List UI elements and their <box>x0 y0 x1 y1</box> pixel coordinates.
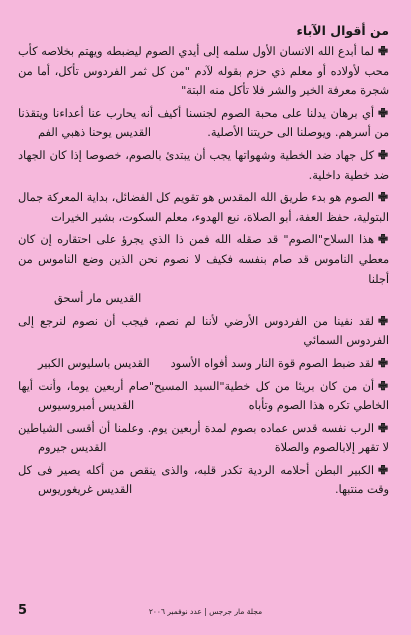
quote-item <box>18 419 389 458</box>
page-footer <box>0 603 411 621</box>
quote-item <box>18 146 389 185</box>
quote-text: أن من كان بريئا من كل خطية"السيد المسيح"صام أربعين يوما، وأنت أيها الخاطي تكره هذا الصوم وتأباه <box>18 379 389 413</box>
quote-item <box>18 188 389 227</box>
quote-text: لما أبدع الله الانسان الأول سلمه إلى أيدي الصوم ليضبطه ويهتم بخلاصه كأب محب لأولاده أو معلم ذي حزم بقوله لآدم "من كل ثمر الفردوس تأكل، أما من شجرة معرفة الخير والشر فلا تأكل منه البتة" <box>18 45 389 98</box>
cross-icon: ✙ <box>377 232 389 247</box>
quote-attribution: القديس يوحنا ذهبي الفم <box>38 126 151 140</box>
quote-text: لقد نفينا من الفردوس الأرضي لأننا لم نصم، فيجب أن نصوم لنرجع إلى الفردوس السمائي <box>18 314 389 348</box>
cross-icon: ✙ <box>377 190 389 205</box>
quote-attribution: القديس مار أسحق <box>54 292 142 306</box>
cross-icon: ✙ <box>377 105 389 120</box>
quote-text: كل جهاد ضد الخطية وشهواتها يجب أن يبتدئ بالصوم، خصوصا إذا كان الجهاد ضد خطية داخلية. <box>18 148 389 182</box>
cross-icon: ✙ <box>377 147 389 162</box>
quote-text: هذا السلاح"الصوم" قد صقله الله فمن ذا الذي يجرؤ على احتقاره إن كان معطي الناموس قد صام بنفسه فكيف لا نصوم نحن الذين وضع الناموس من أجلنا <box>18 233 389 286</box>
cross-icon: ✙ <box>377 44 389 58</box>
cross-icon: ✙ <box>377 378 389 393</box>
quote-item <box>18 312 389 351</box>
quote-attribution: القديس غريغوريوس <box>38 483 133 497</box>
quote-attribution: القديس جيروم <box>38 441 107 455</box>
cross-icon: ✙ <box>377 355 389 370</box>
quote-text: الصوم هو بدء طريق الله المقدس هو تقويم كل الفضائل، بداية المعركة جمال البتولية، حفظ العفة، أبو الصلاة، نبع الهدوء، معلم السكوت، بشير الخيرات <box>18 191 389 224</box>
cross-icon: ✙ <box>377 420 389 435</box>
quote-attribution: القديس باسليوس الكبير <box>38 356 150 370</box>
quote-text: الرب نفسه قدس عماده بصوم لمدة أربعين يوم. وعلمنا أن أقسى الشياطين لا تقهر إلابالصوم والصلاة <box>18 421 389 455</box>
page-number: 5 <box>18 603 28 618</box>
quote-item <box>18 377 389 416</box>
quote-text: لقد ضبط الصوم قوة النار وسد أفواه الأسود <box>170 356 374 370</box>
quote-item <box>18 461 389 500</box>
cross-icon: ✙ <box>377 313 389 328</box>
journal-line: مجلة مار جرجس | عدد نوفمبر ٢٠٠٦ <box>148 607 263 616</box>
quote-attribution: القديس أمبروسيوس <box>38 399 135 413</box>
cross-icon: ✙ <box>377 462 389 477</box>
quote-item <box>18 104 389 143</box>
quote-item <box>18 42 389 101</box>
quote-item <box>18 230 389 308</box>
quote-item <box>18 354 389 374</box>
page-heading: من أقوال الآباء <box>296 23 389 38</box>
quote-text: أي برهان يدلنا على محبة الصوم لجنسنا أكيف أنه يحارب عنا أعداءنا ويتقذنا من أسرهم. ويوصلنا الى حريتنا الأصلية. <box>18 106 389 140</box>
quote-text: الكبير البطن أحلامه الردية تكدر قلبه، والذى ينقص من أكله يصير فى كل وقت منتبها. <box>18 463 389 497</box>
